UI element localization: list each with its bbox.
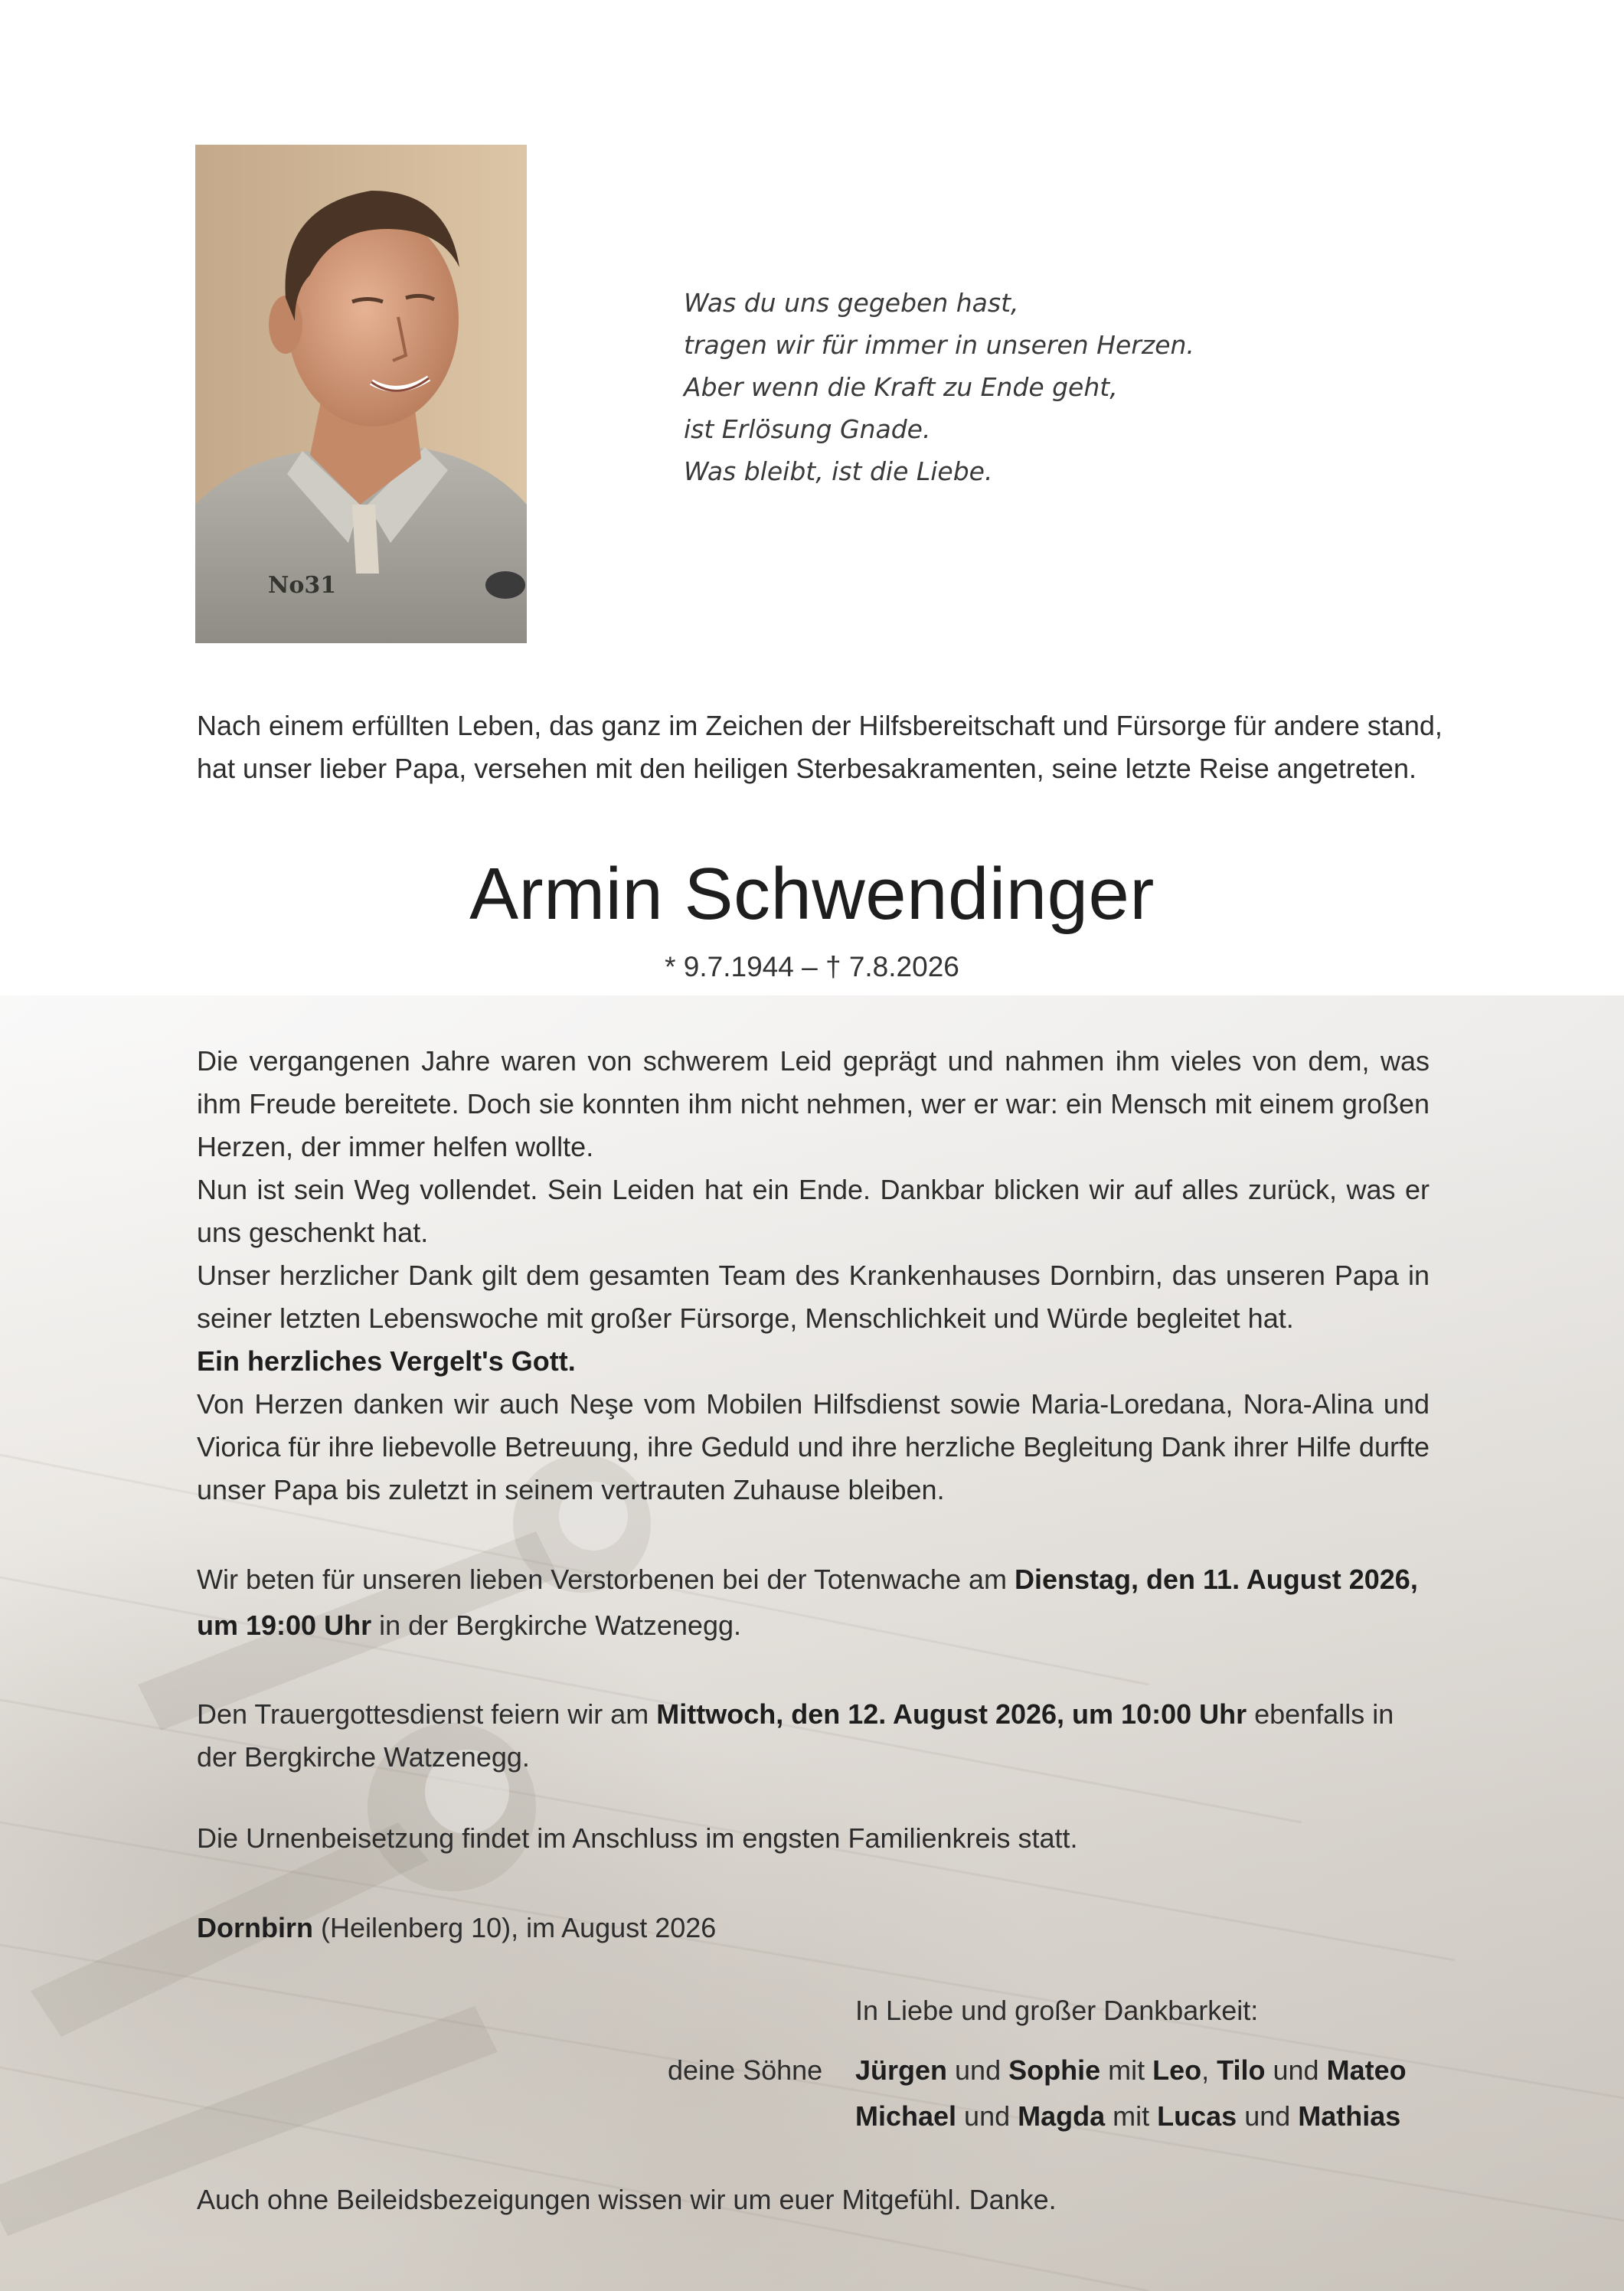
connector: und xyxy=(1265,2054,1327,2086)
family-member: Lucas xyxy=(1157,2100,1237,2132)
vigil-text: Wir beten für unseren lieben Verstorbenen bei der Totenwache am xyxy=(197,1564,1015,1595)
intro-line: hat unser lieber Papa, versehen mit den heiligen Sterbesakramenten, seine letzte Reise angetreten. xyxy=(197,753,1417,784)
vigil-date: Dienstag, den 11. August 2026, xyxy=(1014,1564,1418,1595)
body-paragraph: Nun ist sein Weg vollendet. Sein Leiden hat ein Ende. Dankbar blicken wir auf alles zurück, was er uns geschenkt hat. xyxy=(197,1174,1430,1248)
place-rest: (Heilenberg 10), im August 2026 xyxy=(312,1912,717,1943)
quote-line: Aber wenn die Kraft zu Ende geht, xyxy=(684,372,1118,402)
connector: , xyxy=(1201,2054,1217,2086)
intro-line: Nach einem erfüllten Leben, das ganz im Zeichen der Hilfsbereitschaft und Fürsorge für andere stand, xyxy=(197,710,1443,741)
family-member: Tilo xyxy=(1217,2054,1266,2086)
body-paragraph: Von Herzen danken wir auch Neşe vom Mobilen Hilfsdienst sowie Maria-Loredana, Nora-Alina und Viorica für ihre liebevolle Betreuung, ihre Geduld und ihre herzliche Begleitung Dank ihrer Hilfe durfte unser Papa bis zuletzt in seinem vertrauten Zuhause bleiben. xyxy=(197,1388,1430,1505)
vigil-time: um 19:00 Uhr xyxy=(197,1610,372,1641)
shirt-number-text: No31 xyxy=(268,572,337,599)
family-member: Magda xyxy=(1018,2100,1106,2132)
connector: und xyxy=(956,2100,1018,2132)
quote-line: Was bleibt, ist die Liebe. xyxy=(684,456,993,486)
family-member: Mateo xyxy=(1326,2054,1407,2086)
family-member: Leo xyxy=(1152,2054,1202,2086)
service-date: Mittwoch, den 12. August 2026, um 10:00 Uhr xyxy=(656,1698,1247,1730)
vigil-info xyxy=(197,1557,1430,1649)
place-city: Dornbirn xyxy=(197,1912,313,1943)
service-location: ebenfalls in der Bergkirche Watzenegg. xyxy=(197,1698,1394,1773)
connector: mit xyxy=(1105,2100,1158,2132)
signature-heading: In Liebe und großer Dankbarkeit: xyxy=(855,1995,1259,2026)
connector: mit xyxy=(1100,2054,1153,2086)
family-member: Michael xyxy=(855,2100,957,2132)
closing-line: Auch ohne Beileidsbezeigungen wissen wir um euer Mitgefühl. Danke. xyxy=(197,2184,1057,2215)
vigil-location: in der Bergkirche Watzenegg. xyxy=(371,1610,741,1641)
deceased-name: Armin Schwendinger xyxy=(469,853,1155,935)
place-date xyxy=(197,1907,1430,1949)
family-member: Jürgen xyxy=(855,2054,948,2086)
family-line xyxy=(855,2093,1407,2139)
quote-line: ist Erlösung Gnade. xyxy=(684,414,931,444)
service-info xyxy=(197,1693,1430,1779)
sons-label: deine Söhne xyxy=(668,2054,823,2086)
urn-info: Die Urnenbeisetzung findet im Anschluss im engsten Familienkreis statt. xyxy=(197,1822,1078,1854)
body-text xyxy=(197,1040,1430,1512)
quote-line: tragen wir für immer in unseren Herzen. xyxy=(684,330,1194,360)
connector: und xyxy=(1237,2100,1299,2132)
portrait-photo xyxy=(195,145,527,643)
life-dates: * 9.7.1944 – † 7.8.2026 xyxy=(665,951,959,982)
family-names xyxy=(855,2048,1407,2139)
family-member: Mathias xyxy=(1298,2100,1401,2132)
body-paragraph: Unser herzlicher Dank gilt dem gesamten Team des Krankenhauses Dornbirn, das unseren Papa in seiner letzten Lebenswoche mit großer Fürsorge, Menschlichkeit und Würde begleitet hat. xyxy=(197,1260,1430,1334)
connector: und xyxy=(947,2054,1009,2086)
body-paragraph: Die vergangenen Jahre waren von schwerem Leid geprägt und nahmen ihm vieles von dem, was ihm Freude bereitete. Doch sie konnten ihm nicht nehmen, wer er war: ein Mensch mit einem großen Herzen, der immer helfen wollte. xyxy=(197,1045,1430,1162)
memorial-quote xyxy=(684,282,1373,492)
quote-line: Was du uns gegeben hast, xyxy=(684,288,1019,318)
family-line xyxy=(855,2048,1407,2093)
intro-paragraph xyxy=(197,704,1443,790)
thanks-heading: Ein herzliches Vergelt's Gott. xyxy=(197,1345,576,1377)
service-text: Den Trauergottesdienst feiern wir am xyxy=(197,1698,657,1730)
family-member: Sophie xyxy=(1008,2054,1101,2086)
